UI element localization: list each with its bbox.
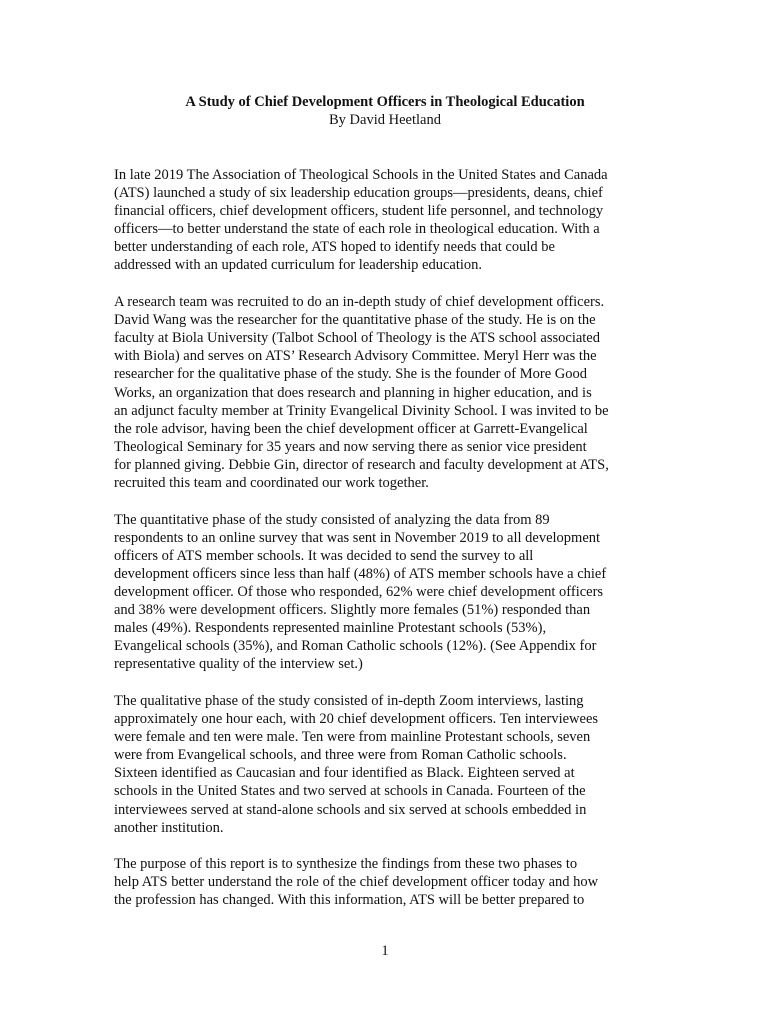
text-line: were female and ten were male. Ten were from mainline Protestant schools, seven [114,729,591,746]
text-line: researcher for the qualitative phase of the study. She is the founder of More Good [114,366,587,383]
text-line: Sixteen identified as Caucasian and four identified as Black. Eighteen served at [114,765,575,782]
text-line: schools in the United States and two served at schools in Canada. Fourteen of the [114,783,586,800]
text-line: addressed with an updated curriculum for leadership education. [114,257,483,274]
text-line: The purpose of this report is to synthesize the findings from these two phases to [114,856,578,873]
text-line: better understanding of each role, ATS hoped to identify needs that could be [114,239,555,256]
paragraph [114,511,662,674]
text-line: males (49%). Respondents represented mainline Protestant schools (53%), [114,620,547,637]
text-line: recruited this team and coordinated our work together. [114,475,429,491]
text-line: faculty at Biola University (Talbot School of Theology is the ATS school associated [114,330,600,347]
author-byline: By David Heetland [329,112,441,128]
text-line: respondents to an online survey that was sent in November 2019 to all development [114,529,601,546]
text-line: the profession has changed. With this information, ATS will be better prepared to [114,892,585,909]
paragraph [114,855,662,909]
text-line: The qualitative phase of the study consisted of in-depth Zoom interviews, lasting [114,692,584,709]
text-line: financial officers, chief development officers, student life personnel, and technology [114,203,604,220]
text-line: officers—to better understand the state of each role in theological education. With a [114,221,600,238]
document-title: A Study of Chief Development Officers in Theological Education [185,94,585,110]
text-line: The quantitative phase of the study consisted of analyzing the data from 89 [114,511,550,528]
document-header [0,93,770,129]
text-line: (ATS) launched a study of six leadership education groups—presidents, deans, chief [114,185,603,202]
text-line: development officer. Of those who responded, 62% were chief development officers [114,583,604,600]
text-line: another institution. [114,819,224,836]
paragraph [114,166,662,275]
paragraph [114,293,662,492]
text-line: interviewees served at stand-alone schools and six served at schools embedded in [114,801,587,818]
paragraph [114,692,662,837]
text-line: Evangelical schools (35%), and Roman Catholic schools (12%). (See Appendix for [114,638,597,655]
text-line: and 38% were development officers. Slightly more females (51%) responded than [114,602,591,619]
text-line: Works, an organization that does research and planning in higher education, and is [114,384,592,401]
text-line: development officers since less than half (48%) of ATS member schools have a chief [114,565,607,582]
text-line: Theological Seminary for 35 years and now serving there as senior vice president [114,438,587,455]
text-line: A research team was recruited to do an in-depth study of chief development officers. [114,294,605,311]
text-line: with Biola) and serves on ATS’ Research Advisory Committee. Meryl Herr was the [114,348,597,365]
text-line: help ATS better understand the role of the chief development officer today and how [114,874,599,891]
text-line: an adjunct faculty member at Trinity Evangelical Divinity School. I was invited to be [114,402,609,419]
page-number: 1 [381,943,389,959]
text-line: were from Evangelical schools, and three were from Roman Catholic schools. [114,747,567,764]
text-line: the role advisor, having been the chief development officer at Garrett-Evangelical [114,420,588,437]
text-line: approximately one hour each, with 20 chief development officers. Ten interviewees [114,711,599,728]
text-line: In late 2019 The Association of Theological Schools in the United States and Canada [114,167,608,183]
text-line: officers of ATS member schools. It was decided to send the survey to all [114,547,534,564]
document-body [114,166,662,928]
text-line: David Wang was the researcher for the quantitative phase of the study. He is on the [114,312,596,329]
text-line: for planned giving. Debbie Gin, director of research and faculty development at ATS, [114,456,609,473]
text-line: representative quality of the interview set.) [114,656,363,673]
